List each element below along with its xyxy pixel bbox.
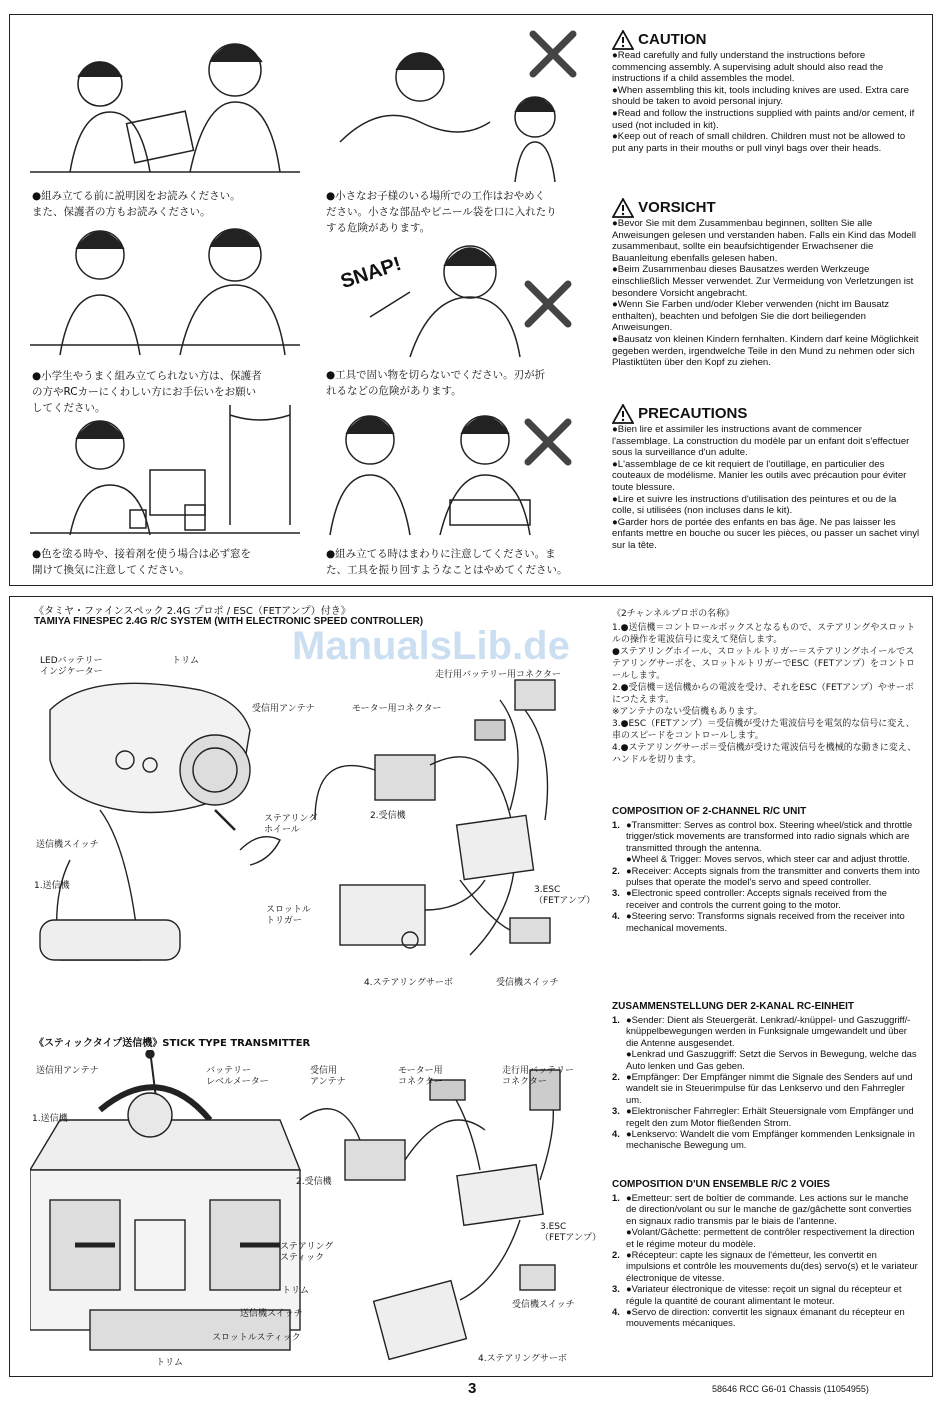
composition-en-heading: COMPOSITION OF 2-CHANNEL R/C UNIT	[612, 806, 807, 817]
label-throttle-stick: スロットルスティック	[212, 1333, 301, 1343]
composition-en-item: 1. ●Transmitter: Serves as control box. Steering wheel/stick and throttle trigger/stick movements are transformed into radio signals which are transmitted through the antenna. ●Wheel & Trigger: Moves servos, which steer car and adjust throttle.	[612, 819, 913, 865]
composition-en-item: 4. ●Steering servo: Transforms signals received from the receiver into mechanical movements.	[612, 910, 905, 933]
illustration-ask-help	[30, 215, 300, 365]
page-number: 3	[468, 1380, 477, 1397]
warning-triangle-icon	[612, 30, 634, 50]
composition-de-item: 1. ●Sender: Dient als Steuergerät. Lenkrad/-knüppel- und Gaszuggriff/- knüppelbewegungen werden in Funksignale umgewandelt und über die Antenne ausgesendet. ●Lenkrad und Gaszuggriff: Setzt die Servos in Bewegung, welche das Auto lenken und Gas geben.	[612, 1014, 917, 1071]
footer-code: 58646 RCC G6-01 Chassis (11054955)	[712, 1384, 869, 1394]
composition-fr-heading: COMPOSITION D'UN ENSEMBLE R/C 2 VOIES	[612, 1179, 830, 1190]
composition-en-item: 2. ●Receiver: Accepts signals from the transmitter and converts them into pulses that operate the model's servo and speed controller.	[612, 864, 920, 888]
label-stick-receiver: 2.受信機	[296, 1177, 332, 1187]
jp-names-item: 2.●受信機＝送信機からの電波を受け、それをESC（FETアンプ）やサーボにつたえます。 ※アンテナのない受信機もあります。	[612, 683, 914, 717]
vorsicht-block	[612, 198, 920, 369]
precautions-block	[612, 404, 920, 552]
caution-line: ●Keep out of reach of small children. Children must not be allowed to put any parts in their mouths or pull vinyl bags over their heads.	[612, 131, 906, 154]
precautions-line: ●Lire et suivre les instructions d'utilisation des peintures et ou de la colle, si utilisées (non incluses dans le kit).	[612, 493, 897, 517]
jp-names-item: 4.●ステアリングサーボ＝受信機が受けた電波信号を機械的な動きに変え、ハンドルを切ります。	[612, 743, 917, 765]
composition-de-heading: ZUSAMMENSTELLUNG DER 2-KANAL RC-EINHEIT	[612, 1001, 855, 1012]
label-stick-transmitter: 1.送信機	[32, 1114, 68, 1124]
composition-fr-block	[612, 1179, 920, 1329]
illustration-hard-objects	[320, 232, 590, 362]
composition-de-block	[612, 1001, 920, 1151]
illustration-small-children	[320, 22, 590, 182]
label-led-indicator: LEDバッテリー インジケーター	[40, 656, 103, 677]
label-steering-servo: 4.ステアリングサーボ	[364, 978, 453, 988]
label-receiver: 2.受信機	[370, 811, 406, 821]
vorsicht-title: VORSICHT	[638, 198, 716, 216]
illustration-ventilate	[30, 405, 300, 540]
caution-line: ●When assembling this kit, tools including knives are used. Extra care should be taken to avoid personal injury.	[612, 84, 909, 108]
label-steering-wheel: ステアリング ホイール	[264, 814, 318, 835]
label-stick-rx-switch: 受信機スイッチ	[512, 1300, 575, 1310]
label-stick-esc: 3.ESC （FETアンプ）	[540, 1222, 602, 1243]
vorsicht-line: ●Beim Zusammenbau dieses Bausatzes werden Werkzeuge einschließlich Messer verwendet. Zur Vermeidung von Verletzungen ist besondere Vorsicht angebracht.	[612, 264, 914, 299]
label-throttle-trigger: スロットル トリガー	[266, 905, 311, 926]
label-trim: トリム	[172, 656, 200, 666]
jp-names-block	[612, 608, 922, 766]
label-steering-stick: ステアリング スティック	[280, 1242, 334, 1263]
composition-fr-item: 4. ●Servo de direction: convertit les signaux émanant du récepteur en mouvements mécaniques.	[612, 1306, 905, 1329]
label-stick-steering-servo: 4.ステアリングサーボ	[478, 1354, 567, 1364]
precautions-line: ●L'assemblage de ce kit requiert de l'outillage, en particulier des couteaux de modélisme. Manier les outils avec précaution pour éviter toute blessure.	[612, 458, 907, 493]
label-stick-battery-connector: 走行用バッテリー コネクター	[502, 1066, 575, 1087]
jp-names-item: 3.●ESC（FETアンプ）＝受信機が受けた電波信号を電気的な信号に変え、車のスピードをコントロールします。	[612, 719, 915, 741]
composition-en-block	[612, 806, 920, 933]
stick-diagram	[30, 1050, 590, 1370]
jp-names-heading: 《2チャンネルプロポの名称》	[612, 609, 735, 619]
precautions-line: ●Bien lire et assimiler les instructions avant de commencer l'assemblage. La construction du modèle par un enfant doit s'effectuer sous la surveillance d'un adulte.	[612, 424, 910, 459]
label-tx-antenna: 送信用アンテナ	[36, 1066, 99, 1076]
watermark: ManualsLib.de	[292, 624, 570, 668]
composition-fr-item: 3. ●Variateur électronique de vitesse: reçoit un signal du récepteur et régule la quantité de courant alimentant le moteur.	[612, 1283, 902, 1306]
caution-title: CAUTION	[638, 30, 707, 48]
vorsicht-line: ●Wenn Sie Farben und/oder Kleber verwenden (nicht im Bausatz enthalten), beachten und befolgen Sie die dort beiliegenden Anweisungen.	[612, 299, 890, 334]
caption-watch-around: ●組み立てる時はまわりに注意してください。ま た、工具を振り回すようなことはやめてください。	[326, 548, 568, 576]
label-rx-antenna: 受信用アンテナ	[252, 704, 315, 714]
jp-names-item: 1.●送信機＝コントロールボックスとなるもので、ステアリングやスロットルの操作を電波信号に変えて発信します。 ●ステアリングホイール、スロットルトリガー＝ステアリングホイールでステアリングサーボを、スロットルトリガーでESC（FETアンプ）をコントロールします。	[612, 623, 916, 681]
caption-ask-help: ●小学生やうまく組み立てられない方は、保護者 の方やRCカーにくわしい方にお手伝いをお願い してください。	[32, 370, 262, 414]
composition-fr-item: 1. ●Emetteur: sert de boîtier de commande. Les actions sur le manche de direction/volant ou sur le manche de gaz/gâchette sont converties en signaux radio transmis par le biais de l'antenne. ●Volant/Gâchette: permettent de contrôler respectivement la direction et le régime moteur du modèle.	[612, 1192, 915, 1249]
composition-fr-item: 2. ●Récepteur: capte les signaux de l'émetteur, les convertit en impulsions et contrôle les mouvements du(des) servo(s) et le variateur électronique de vitesse.	[612, 1249, 918, 1283]
label-rx-switch: 受信機スイッチ	[496, 978, 559, 988]
caption-hard-objects: ●工具で固い物を切らないでください。刃が折 れるなどの危険があります。	[326, 369, 546, 397]
label-tx-switch: 送信機スイッチ	[36, 840, 99, 850]
caution-block	[612, 30, 920, 154]
composition-de-item: 3. ●Elektronischer Fahrregler: Erhält Steuersignale vom Empfänger und regelt den zum Motor fließenden Strom.	[612, 1105, 914, 1128]
caution-line: ●Read carefully and fully understand the instructions before commencing assembly. A supervising adult should also read the instructions if a child assembles the model.	[612, 50, 884, 85]
label-battery-connector: 走行用バッテリー用コネクター	[435, 670, 561, 680]
composition-de-item: 2. ●Empfänger: Der Empfänger nimmt die Signale des Senders auf und wandelt sie in Steuerimpulse für das Lenkservo und den Fahrregler um.	[612, 1071, 913, 1105]
precautions-title: PRECAUTIONS	[638, 404, 748, 422]
label-stick-motor-connector: モーター用 コネクター	[398, 1066, 443, 1087]
label-stick-tx-switch: 送信機スイッチ	[240, 1309, 303, 1319]
finespec-title-en: TAMIYA FINESPEC 2.4G R/C SYSTEM (WITH ELECTRONIC SPEED CONTROLLER)	[34, 616, 424, 627]
label-transmitter: 1.送信機	[34, 881, 70, 891]
label-battery-meter: バッテリー レベルメーター	[206, 1066, 269, 1087]
label-motor-connector: モーター用コネクター	[352, 704, 442, 714]
vorsicht-line: ●Bausatz von kleinen Kindern fernhalten. Kindern darf keine Möglichkeit gegeben werden, irgendwelche Teile in den Mund zu nehmen oder sich Plastiktüten über den Kopf zu ziehen.	[612, 333, 919, 369]
finespec-title-jp: 《タミヤ・ファインスペック 2.4G プロポ / ESC（FETアンプ）付き》	[34, 606, 351, 617]
illustration-watch-around	[320, 400, 590, 540]
stick-title: 《スティックタイプ送信機》STICK TYPE TRANSMITTER	[34, 1038, 311, 1049]
composition-de-item: 4. ●Lenkservo: Wandelt die vom Empfänger kommenden Lenksignale in mechanische Bewegung um.	[612, 1128, 915, 1151]
caption-small-children: ●小さなお子様のいる場所での工作はおやめく ださい。小さな部品やビニール袋を口に入れたり する危険があります。	[326, 190, 557, 234]
label-stick-trim-1: トリム	[282, 1286, 310, 1296]
label-stick-rx-antenna: 受信用 アンテナ	[310, 1066, 346, 1087]
warning-triangle-icon	[612, 198, 634, 218]
composition-en-item: 3. ●Electronic speed controller: Accepts signals received from the receiver and controls the current going to the motor.	[612, 887, 887, 910]
snap-text: SNAP!	[337, 252, 404, 294]
label-esc: 3.ESC （FETアンプ）	[534, 885, 596, 906]
caption-read-manual: ●組み立てる前に説明図をお読みください。 また、保護者の方もお読みください。	[32, 190, 241, 218]
warning-triangle-icon	[612, 404, 634, 424]
precautions-line: ●Garder hors de portée des enfants en bas âge. Ne pas laisser les enfants mettre en bouche ou sucer les pièces, ou passer un sachet vinyl sur la tête.	[612, 516, 920, 551]
caution-line: ●Read and follow the instructions supplied with paints and/or cement, if used (not included in kit).	[612, 107, 915, 131]
vorsicht-line: ●Bevor Sie mit dem Zusammenbau beginnen, sollten Sie alle Anweisungen gelesen und verstanden haben. Falls ein Kind das Modell zusammenbaut, sollte ein beaufsichtigender Erwachsener die Bauanleitung ebenfalls gelesen haben.	[612, 218, 917, 264]
illustration-read-manual	[30, 22, 300, 182]
caption-ventilate: ●色を塗る時や、接着剤を使う場合は必ず窓を 開けて換気に注意してください。	[32, 548, 251, 576]
label-stick-trim-2: トリム	[156, 1358, 184, 1368]
